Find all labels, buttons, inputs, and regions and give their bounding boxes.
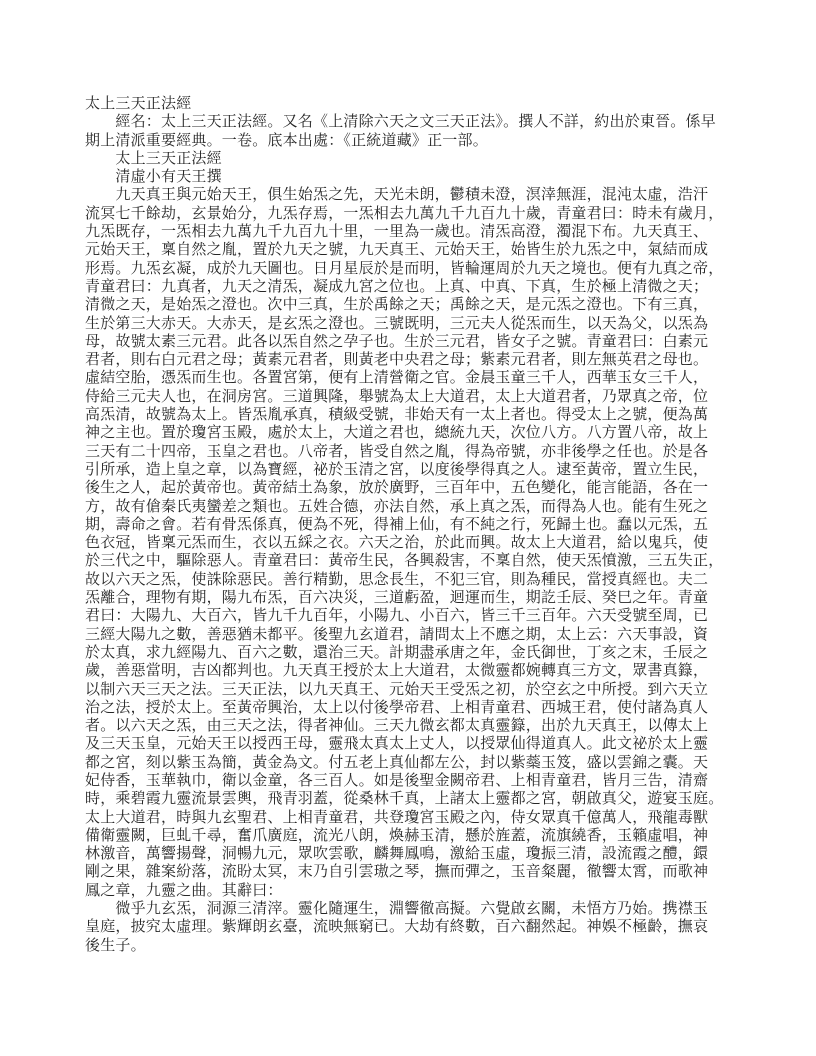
text-line: 後生子。 <box>85 937 146 954</box>
text-line: 君曰：大陽九、大百六，皆九千九百年，小陽九、小百六，皆三千三百年。六天受號至周，已 <box>85 608 709 625</box>
text-line: 故以六天之炁，使誅除惡民。善行精勤，思念長生，不犯三官，則為種民，當授真經也。夫二 <box>85 571 709 588</box>
text-line: 母，故號太素三元君。此各以炁自然之孕子也。生於三元君，皆女子之號。青童君曰：白素元 <box>85 333 709 350</box>
text-line: 元始天王，稟自然之胤，置於九天之號，九天真王、元始天王，始皆生於九炁之中，氣結而成 <box>85 242 709 259</box>
text-line: 鳳之章，九靈之曲。其辭曰： <box>85 882 283 899</box>
text-line: 炁離合，理物有期，陽九布炁，百六决災，三道虧盈，迴運而生，期訖壬辰、癸巳之年。青童 <box>85 590 709 607</box>
text-line: 後生之人，起於黃帝也。黃帝結土為象，放於廣野，三百年中，五色變化，能言能語，各在一 <box>85 480 709 497</box>
text-line: 高炁清，故號為太上。皆炁胤承真，積級受號，非始天有一太上者也。得受太上之號，便為萬 <box>85 407 709 424</box>
text-line: 流冥七千餘劫，玄景始分，九炁存焉，一炁相去九萬九千九百九十歲，青童君曰：時未有歲月， <box>85 205 724 222</box>
text-line: 虛結空胎，憑炁而生也。各置宮第，便有上清營衛之官。金晨玉童三千人，西華玉女三千人， <box>85 370 709 387</box>
text-line: 太上三天正法經 <box>85 96 192 112</box>
text-line: 妃侍香，玉華執巾，衛以金童，各三百人。如是後聖金闕帝君、上相青童君，皆月三告，清齋 <box>85 772 709 789</box>
text-line: 君者，則右白元君之母；黃素元君者，則黃老中央君之母；紫素元君者，則左無英君之母也。 <box>85 352 709 369</box>
text-line: 生於第三大赤天。大赤天，是玄炁之澄也。三號既明，三元夫人從炁而生，以天為父，以炁為 <box>85 315 709 332</box>
scripture-text-block <box>85 95 739 955</box>
text-line: 三經大陽九之數，善惡猶未都平。後聖九玄道君，請問太上不應之期，太上云：六天事設，資 <box>85 626 709 643</box>
text-line: 歲，善惡當明，吉凶都判也。九天真王授於太上大道君，太微靈都婉轉真三方文，眾書真籙， <box>85 663 709 680</box>
text-line: 期，壽命之會。若有骨炁係真，便為不死，得補上仙，有不純之行，死歸土也。蠢以元炁，五 <box>85 516 709 533</box>
text-line: 三天有二十四帝，玉皇之君也。八帝者，皆受自然之胤，得為帝號，亦非後學之任也。於是各 <box>85 443 709 460</box>
text-line: 方，故有傖秦氏夷蠻差之類也。五姓合德，亦法自然，承上真之炁，而得為人也。能有生死之 <box>85 498 709 515</box>
text-line: 者。以六天之炁，由三天之法，得者神仙。三天九微玄都太真靈籙，出於九天真王，以傳太上 <box>85 718 709 735</box>
text-line: 九炁既存，一炁相去九萬九千九百九十里，一里為一歲也。清炁高澄，濁混下布。九天真王、 <box>85 224 709 241</box>
text-line: 治之法，授於太上。至黃帝興治，太上以付後學帝君、上相青童君、西城王君，使付諸為真人 <box>85 699 709 716</box>
text-line: 太上三天正法經 <box>85 150 222 167</box>
text-line: 備衛靈闕，巨虬千尋，奮爪廣庭，流光八朗，煥赫玉清，懸於旌蓋，流旗繞香，玉籟虛唱，神 <box>85 827 709 844</box>
text-line: 時，乘碧霞九靈流景雲輿，飛青羽蓋，從桑林千真，上諸太上靈都之宮，朝啟真父，遊宴玉庭。 <box>85 791 724 808</box>
text-line: 太上大道君，時與九玄聖君、上相青童君，共登瓊宮玉殿之內，侍女眾真千億萬人，飛龍毒獸 <box>85 809 709 826</box>
text-line: 都之宮，刻以紫玉為簡，黃金為文。付五老上真仙都左公，封以紫蘂玉笈，盛以雲錦之囊。天 <box>85 754 709 771</box>
text-line: 青童君曰：九真者，九天之清炁，凝成九宮之位也。上真、中真、下真，生於極上清微之天； <box>85 278 709 295</box>
text-line: 清微之天，是始炁之澄也。次中三真，生於禹餘之天；禹餘之天，是元炁之澄也。下有三真， <box>85 297 709 314</box>
text-line: 形焉。九炁玄凝，成於九天圖也。日月星辰於是而明，皆輪運周於九天之境也。便有九真之帝， <box>85 260 724 277</box>
text-line: 經名：太上三天正法經。又名《上清除六天之文三天正法》。撰人不詳，約出於東晉。係早 <box>85 114 716 131</box>
text-line: 神之主也。置於瓊宮玉殿，處於太上，大道之君也，總統九天，次位八方。八方置八帝，故上 <box>85 425 709 442</box>
text-line: 九天真王與元始天王，俱生始炁之先，天光未朗，鬱積未澄，溟涬無涯，混沌太虛，浩汗 <box>85 187 709 204</box>
text-line: 以制六天三天之法。三天正法，以九天真王、元始天王受炁之初，於空玄之中所授。到六天立 <box>85 681 709 698</box>
text-line: 於太真，求九經陽九、百六之數，還治三天。計期盡承唐之年，金氏御世，丁亥之末，壬辰之 <box>85 644 709 661</box>
text-line: 清虛小有天王撰 <box>85 169 222 186</box>
text-line: 林激音，萬響揚聲，洞暢九元，眾吹雲歌，麟舞鳳鳴，激給玉虛，瓊振三清，設流霞之醴，鐶 <box>85 846 709 863</box>
text-line: 侍給三元夫人也，在洞房宮。三道興隆，舉號為太上大道君，太上大道君者，乃眾真之帝，位 <box>85 388 709 405</box>
text-line: 引所承，造上皇之章，以為寶經，祕於玉清之宮，以度後學得真之人。逮至黃帝，置立生民， <box>85 461 709 478</box>
text-line: 期上清派重要經典。一卷。底本出處：《正統道藏》正一部。 <box>85 132 488 149</box>
text-line: 剛之果，雜案紛落，流盼太冥，末乃自引雲璈之琴，撫而彈之，玉音粲麗，徹響太霄，而歌神 <box>85 864 709 881</box>
text-line: 色衣冠，皆稟元炁而生，衣以五綵之衣。六天之治，於此而興。故太上大道君，給以鬼兵，使 <box>85 535 709 552</box>
text-line: 微乎九玄炁，洞源三清滓。靈化隨運生，淵響徹高擬。六覺啟玄關，未悟方乃始。携襟玉 <box>85 901 709 918</box>
text-line: 及三天玉皇，元始天王以授西王母，靈飛太真太上丈人，以授眾仙得道真人。此文祕於太上靈 <box>85 736 709 753</box>
text-line: 皇庭，披究太虛理。紫輝朗玄臺，流映無窮已。大劫有終數，百六翻然起。神娛不極齡，撫哀 <box>85 919 709 936</box>
text-line: 於三代之中，驅除惡人。青童君曰：黃帝生民，各興殺害，不稟自然，使天炁憤激，三五失正， <box>85 553 724 570</box>
